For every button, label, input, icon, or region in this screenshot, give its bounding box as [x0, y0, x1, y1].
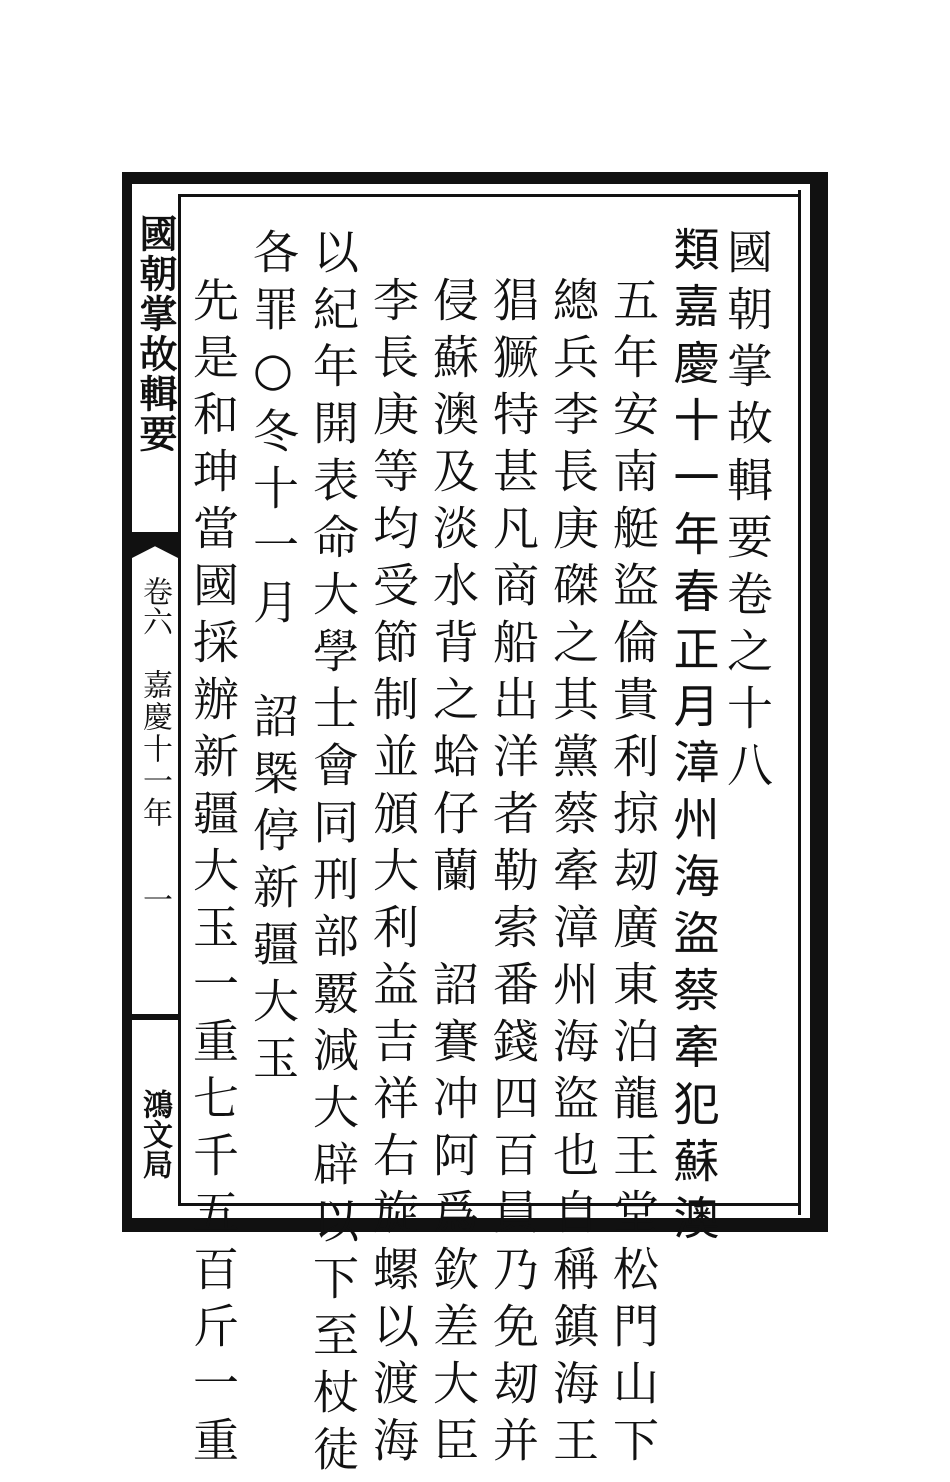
text-column-8: 以紀年開表命大學士會同刑部覈減大辟以下至杖徒	[306, 228, 360, 1482]
inner-rule-left	[178, 194, 181, 1206]
frame-border-left	[122, 172, 132, 1232]
text-column-2: 𩔖嘉慶十一年春正月漳州海盜蔡牽犯蘇澳	[668, 228, 722, 1254]
fold-divider	[132, 1014, 178, 1020]
text-column-1: 國朝掌故輯要卷之十八	[720, 228, 774, 798]
frame-border-right	[810, 172, 828, 1232]
fold-margin	[132, 184, 178, 1218]
text-column-5: 猖獗特甚凡商船出洋者勒索番錢四百員乃免刼并	[486, 276, 540, 1473]
text-column-6: 侵蘇澳及淡水背之蛤仔蘭 詔賽冲阿爲欽差大臣	[426, 276, 480, 1473]
text-column-10: 先是和珅當國採辦新疆大玉一重七千五百斤一重	[186, 276, 240, 1473]
text-column-4: 總兵李長庚磔之其黨蔡牽漳州海盜也自稱鎮海王	[546, 276, 600, 1473]
fold-publisher: 鴻文局	[137, 1089, 172, 1179]
fold-book-title: 國朝掌故輯要	[133, 214, 178, 454]
fold-reign-year: 嘉慶十一年	[137, 669, 172, 829]
inner-rule-top	[180, 194, 798, 197]
frame-border-top	[122, 172, 828, 184]
fishtail-mark	[132, 532, 178, 558]
fold-volume: 卷六	[137, 576, 172, 636]
text-column-9: 各罪○冬十一月 詔槩停新疆大玉	[246, 228, 300, 1091]
fold-page-number: 一	[137, 884, 172, 914]
inner-rule-right	[798, 190, 801, 1215]
text-column-3: 五年安南艇盜倫貴利掠刼廣東泊龍王堂松門山下	[606, 276, 660, 1473]
text-column-7: 李長庚等均受節制並頒大利益吉祥右旋螺以渡海	[366, 276, 420, 1473]
